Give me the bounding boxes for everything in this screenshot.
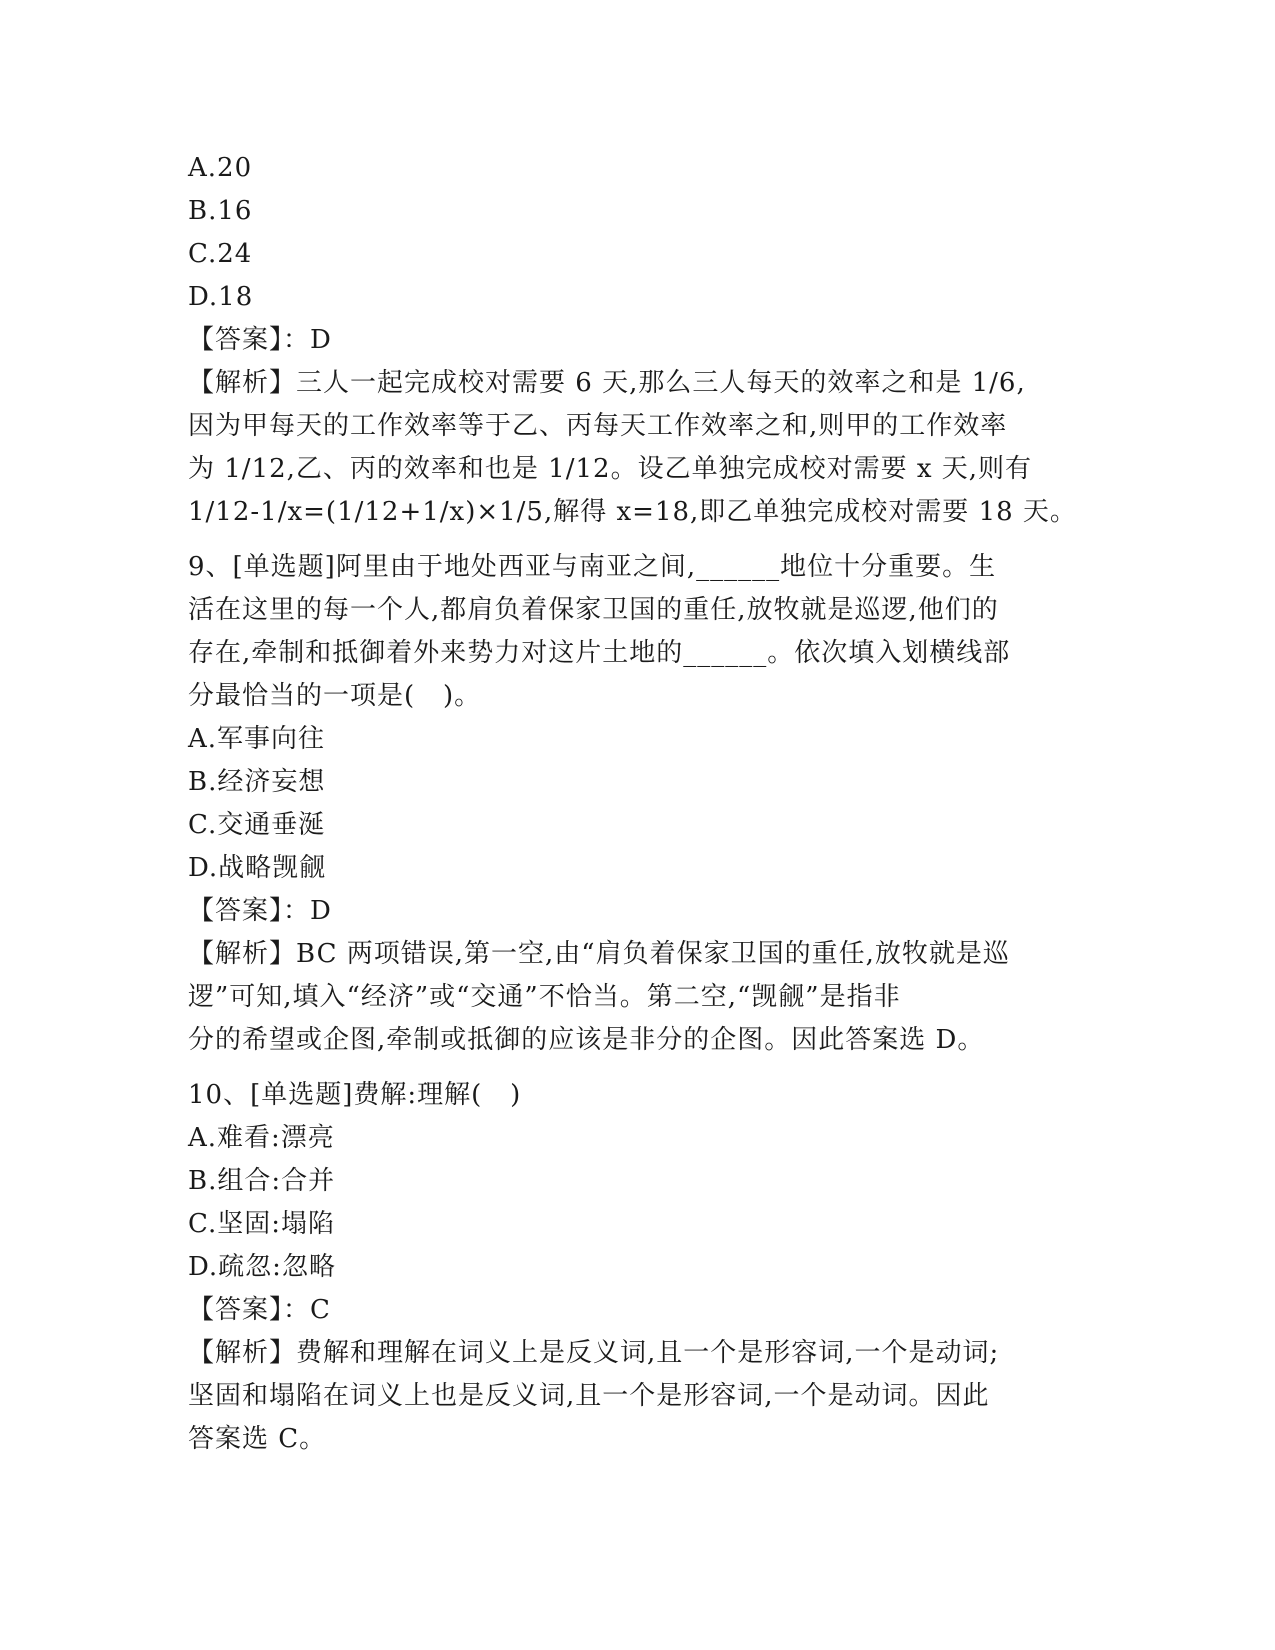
question-line: 9、[单选题]阿里由于地处西亚与南亚之间,______地位十分重要。生 bbox=[188, 552, 997, 582]
option-a: A.20 bbox=[188, 153, 253, 183]
option-d: D.18 bbox=[188, 282, 254, 312]
analysis-line: 【解析】费解和理解在词义上是反义词,且一个是形容词,一个是动词; bbox=[188, 1338, 1000, 1368]
analysis-line: 为 1/12,乙、丙的效率和也是 1/12。设乙单独完成校对需要 x 天,则有 bbox=[188, 454, 1033, 484]
option-c: C.坚固:塌陷 bbox=[188, 1209, 335, 1239]
answer-line: 【答案】：D bbox=[188, 325, 332, 355]
analysis-line: 【解析】BC 两项错误,第一空,由“肩负着保家卫国的重任,放牧就是巡 bbox=[188, 939, 1010, 969]
option-a: A.军事向往 bbox=[188, 724, 326, 754]
question-9-block bbox=[188, 546, 1088, 1062]
analysis-line: 分的希望或企图,牵制或抵御的应该是非分的企图。因此答案选 D。 bbox=[188, 1025, 985, 1055]
option-b: B.组合:合并 bbox=[188, 1166, 336, 1196]
analysis-line: 逻”可知,填入“经济”或“交通”不恰当。第二空,“觊觎”是指非 bbox=[188, 982, 901, 1012]
analysis-line: 坚固和塌陷在词义上也是反义词,且一个是形容词,一个是动词。因此 bbox=[188, 1381, 990, 1411]
option-a: A.难看:漂亮 bbox=[188, 1123, 335, 1153]
option-c: C.交通垂涎 bbox=[188, 810, 326, 840]
option-b: B.经济妄想 bbox=[188, 767, 326, 797]
option-b: B.16 bbox=[188, 196, 253, 226]
option-d: D.战略觊觎 bbox=[188, 853, 327, 883]
analysis-line: 答案选 C。 bbox=[188, 1424, 327, 1454]
answer-line: 【答案】：D bbox=[188, 896, 332, 926]
answer-line: 【答案】：C bbox=[188, 1295, 331, 1325]
analysis-line: 1/12-1/x=(1/12+1/x)×1/5,解得 x=18,即乙单独完成校对需要 18 天。 bbox=[188, 497, 1077, 527]
analysis-line: 【解析】三人一起完成校对需要 6 天,那么三人每天的效率之和是 1/6, bbox=[188, 368, 1026, 398]
document-page bbox=[188, 147, 1088, 1461]
question-10-block bbox=[188, 1074, 1088, 1461]
option-c: C.24 bbox=[188, 239, 253, 269]
question-line: 存在,牵制和抵御着外来势力对这片土地的______。依次填入划横线部 bbox=[188, 638, 1011, 668]
question-line: 10、[单选题]费解:理解( ) bbox=[188, 1080, 522, 1110]
question-line: 分最恰当的一项是( )。 bbox=[188, 681, 482, 711]
analysis-line: 因为甲每天的工作效率等于乙、丙每天工作效率之和,则甲的工作效率 bbox=[188, 411, 1008, 441]
option-d: D.疏忽:忽略 bbox=[188, 1252, 336, 1282]
question-line: 活在这里的每一个人,都肩负着保家卫国的重任,放牧就是巡逻,他们的 bbox=[188, 595, 999, 625]
question-8-block bbox=[188, 147, 1088, 534]
